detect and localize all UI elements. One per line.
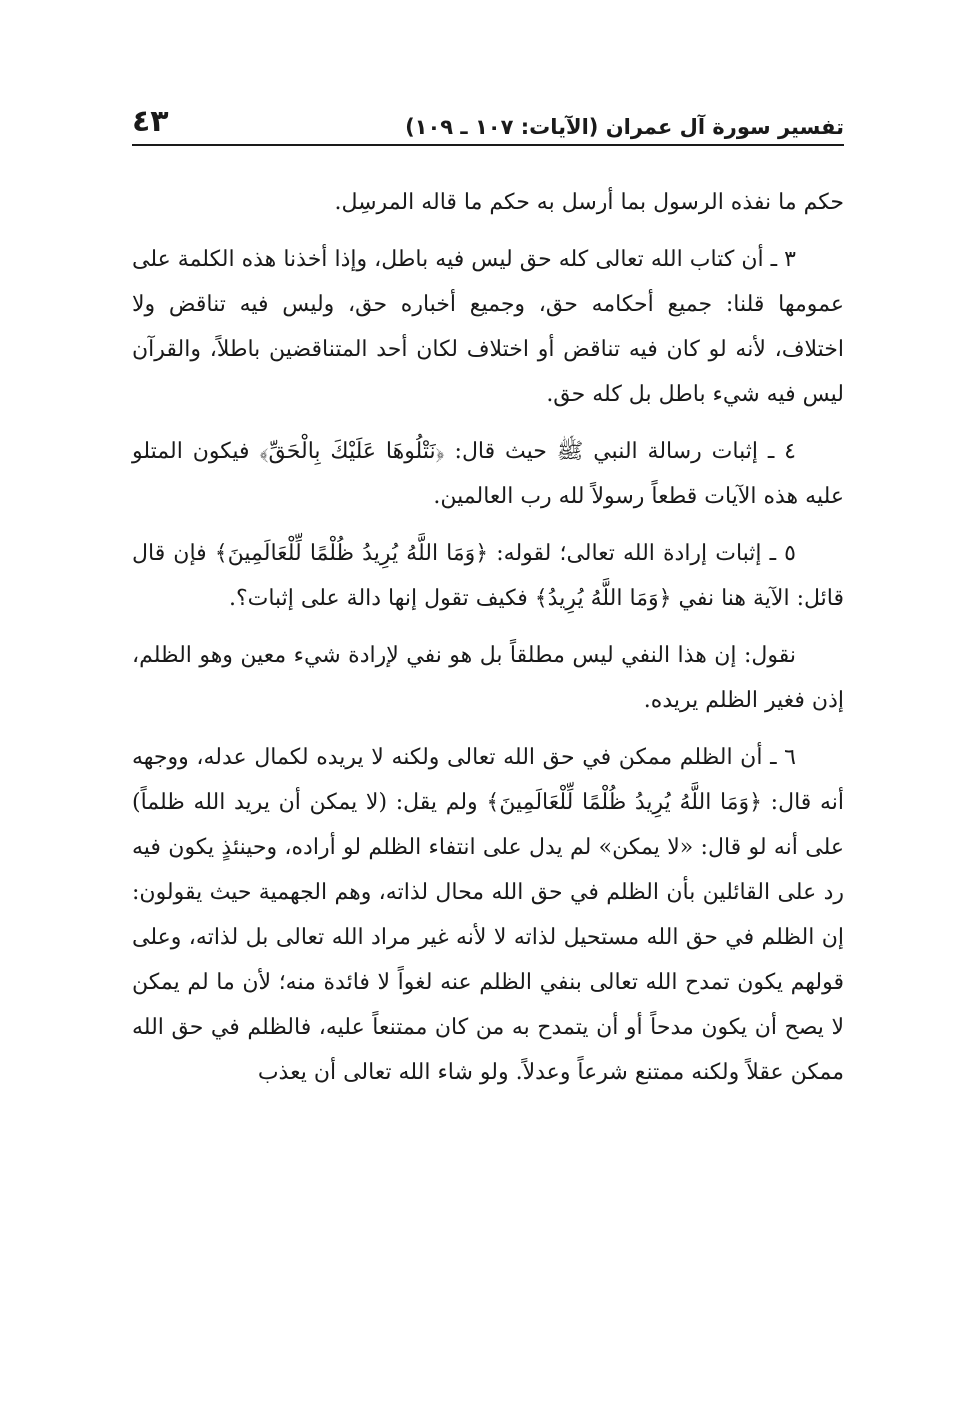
paragraph-answer: نقول: إن هذا النفي ليس مطلقاً بل هو نفي لإرادة شيء معين وهو الظلم، إذن فغير الظلم يريده. [132,643,844,713]
header-rule [132,144,844,146]
body-text [132,180,844,1107]
paragraph-continuation: حكم ما نفذه الرسول بما أرسل به حكم ما قاله المرسِل. [334,190,844,215]
page-number: ٤٣ [132,104,169,139]
running-header [132,94,844,142]
paragraph-point-6: ٦ ـ أن الظلم ممكن في حق الله تعالى ولكنه لا يريده لكمال عدله، ووجهه أنه قال: ﴿وَمَا اللَّهُ يُرِيدُ ظُلْمًا لِّلْعَالَمِينَ﴾ ولم يقل: (لا يمكن أن يريد الله ظلماً) على أنه لو قال: «لا يمكن» لم يدل على انتفاء الظلم لو أراده، وحينئذٍ يكون فيه رد على القائلين بأن الظلم في حق الله محال لذاته، وهم الجهمية حيث يقولون: إن الظلم في حق الله مستحيل لذاته لا لأنه غير مراد الله تعالى بل لذاته، وعلى قولهم يكون تمدح الله تعالى بنفي الظلم عنه لغواً لا فائدة منه؛ لأن ما لم يمكن لا يصح أن يكون مدحاً أو أن يتمدح به من كان ممتنعاً عليه، فالظلم في حق الله ممكن عقلاً ولكنه ممتنع شرعاً وعدلاً. ولو شاء الله تعالى أن يعذب [132,745,844,1085]
paragraph-point-5: ٥ ـ إثبات إرادة الله تعالى؛ لقوله: ﴿وَمَا اللَّهُ يُرِيدُ ظُلْمًا لِّلْعَالَمِينَ﴾ فإن قال قائل: الآية هنا نفي ﴿وَمَا اللَّهُ يُرِيدُ﴾ فكيف تقول إنها دالة على إثبات؟. [132,541,844,611]
paragraph-point-4: ٤ ـ إثبات رسالة النبي ﷺ حيث قال: ﴿نَتْلُوهَا عَلَيْكَ بِالْحَقِّ﴾ فيكون المتلو عليه هذه الآيات قطعاً رسولاً لله رب العالمين. [132,439,844,509]
header-title: تفسير سورة آل عمران (الآيات: ١٠٧ ـ ١٠٩) [405,115,844,139]
paragraph-point-3: ٣ ـ أن كتاب الله تعالى كله حق ليس فيه باطل، وإذا أخذنا هذه الكلمة على عمومها قلنا: جميع أحكامه حق، وجميع أخباره حق، وليس فيه تناقض ولا اختلاف، لأنه لو كان فيه تناقض أو اختلاف لكان أحد المتناقضين باطلاً، والقرآن ليس فيه شيء باطل بل كله حق. [132,247,844,407]
